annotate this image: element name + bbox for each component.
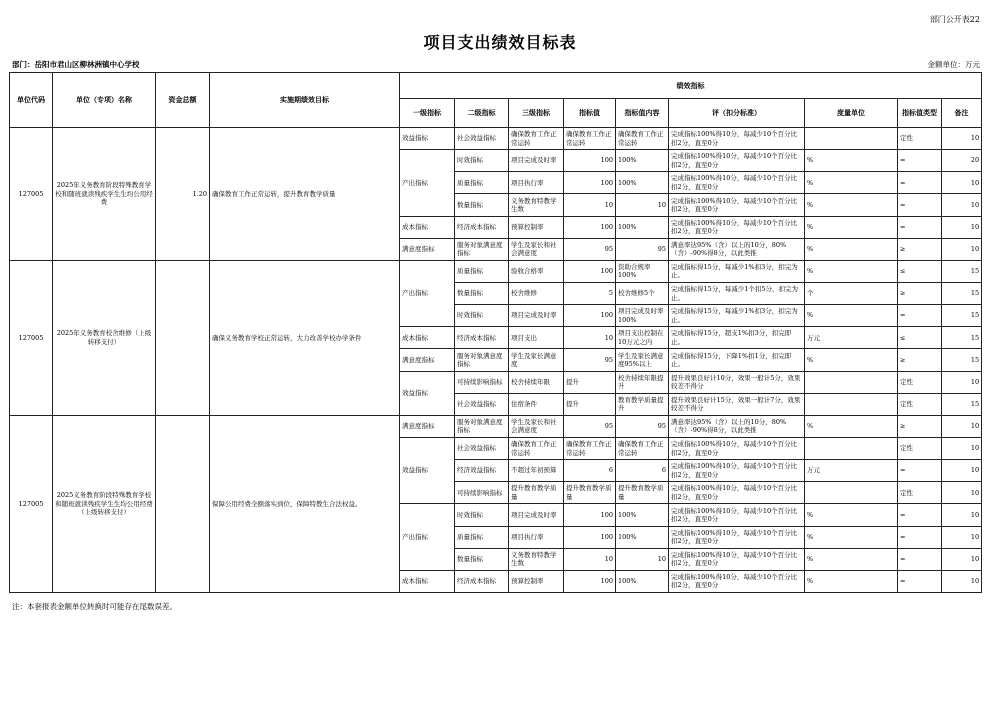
level2-cell: 质量指标 bbox=[455, 172, 509, 194]
content-cell: 10 bbox=[616, 548, 669, 570]
amount-unit-label: 金额单位：万元 bbox=[927, 60, 980, 69]
score-cell: 完成指标100%得10分，每减少10个百分比扣2分，直至0分 bbox=[669, 548, 805, 570]
level2-cell: 数量指标 bbox=[455, 548, 509, 570]
header-level2: 二级指标 bbox=[455, 99, 509, 128]
content-cell: 10 bbox=[616, 194, 669, 216]
header-code: 单位代码 bbox=[10, 73, 53, 128]
level3-cell: 学生及家长和社会满意度 bbox=[509, 238, 564, 260]
measure-cell bbox=[805, 371, 898, 393]
footnote: 注：本套报表金额单位转换时可能存在尾数误差。 bbox=[12, 602, 177, 611]
note-cell: 15 bbox=[942, 349, 982, 371]
score-cell: 完成指标100%得10分，每减少10个百分比扣2分，直至0分 bbox=[669, 526, 805, 548]
level1-cell: 效益指标 bbox=[400, 371, 455, 415]
content-cell: 校舍维修5个 bbox=[616, 282, 669, 304]
fund-total-cell bbox=[156, 415, 210, 592]
level2-cell: 服务对象满意度指标 bbox=[455, 415, 509, 437]
measure-cell: % bbox=[805, 548, 898, 570]
level1-cell: 满意度指标 bbox=[400, 415, 455, 437]
note-cell: 10 bbox=[942, 437, 982, 459]
measure-cell: % bbox=[805, 194, 898, 216]
content-cell: 100% bbox=[616, 150, 669, 172]
department-label: 部门：岳阳市君山区柳林洲镇中心学校 bbox=[12, 60, 140, 69]
measure-cell bbox=[805, 437, 898, 459]
note-cell: 10 bbox=[942, 415, 982, 437]
value-cell: 10 bbox=[564, 327, 616, 349]
level1-cell: 成本指标 bbox=[400, 570, 455, 592]
value-cell: 提升 bbox=[564, 393, 616, 415]
level2-cell: 时效指标 bbox=[455, 305, 509, 327]
header-total: 资金总额 bbox=[156, 73, 210, 128]
note-cell: 10 bbox=[942, 460, 982, 482]
content-cell: 95 bbox=[616, 415, 669, 437]
level3-cell: 预算控制率 bbox=[509, 216, 564, 238]
value-cell: 100 bbox=[564, 172, 616, 194]
level3-cell: 项目完成及时率 bbox=[509, 150, 564, 172]
level1-cell: 满意度指标 bbox=[400, 238, 455, 260]
level2-cell: 经济效益指标 bbox=[455, 460, 509, 482]
header-note: 备注 bbox=[942, 99, 982, 128]
type-cell: = bbox=[898, 194, 942, 216]
value-cell: 10 bbox=[564, 194, 616, 216]
unit-code-cell: 127005 bbox=[10, 415, 53, 592]
type-cell: = bbox=[898, 548, 942, 570]
measure-cell: % bbox=[805, 172, 898, 194]
score-cell: 提升效果良好计15分，效果一般计7分，效果较差不得分 bbox=[669, 393, 805, 415]
measure-cell: % bbox=[805, 150, 898, 172]
type-cell: 定性 bbox=[898, 437, 942, 459]
note-cell: 10 bbox=[942, 548, 982, 570]
score-cell: 完成指标100%得10分，每减少10个百分比扣2分，直至0分 bbox=[669, 216, 805, 238]
type-cell: = bbox=[898, 150, 942, 172]
measure-cell bbox=[805, 482, 898, 504]
note-cell: 10 bbox=[942, 238, 982, 260]
value-cell: 95 bbox=[564, 415, 616, 437]
value-cell: 确保教育工作正常运转 bbox=[564, 437, 616, 459]
level3-cell: 项目完成及时率 bbox=[509, 504, 564, 526]
score-cell: 提升效果良好计10分，效果一般计5分，效果较差不得分 bbox=[669, 371, 805, 393]
score-cell: 完成指标100%得10分，每减少10个百分比扣2分，直至0分 bbox=[669, 172, 805, 194]
level3-cell: 校舍维修 bbox=[509, 282, 564, 304]
type-cell: ≤ bbox=[898, 260, 942, 282]
type-cell: 定性 bbox=[898, 393, 942, 415]
value-cell: 提升 bbox=[564, 371, 616, 393]
measure-cell: % bbox=[805, 504, 898, 526]
level3-cell: 学生及家长满意度 bbox=[509, 349, 564, 371]
score-cell: 完成指标100%得10分，每减少10个百分比扣2分，直至0分 bbox=[669, 150, 805, 172]
table-row bbox=[10, 128, 982, 150]
value-cell: 95 bbox=[564, 349, 616, 371]
level2-cell: 社会效益指标 bbox=[455, 393, 509, 415]
note-cell: 15 bbox=[942, 260, 982, 282]
page-title: 项目支出绩效目标表 bbox=[423, 33, 577, 52]
unit-code-cell: 127005 bbox=[10, 128, 53, 261]
level2-cell: 数量指标 bbox=[455, 282, 509, 304]
content-cell: 100% bbox=[616, 504, 669, 526]
note-cell: 15 bbox=[942, 393, 982, 415]
goal-cell: 保障公用经费全额落实到位，保障特教生合法权益。 bbox=[210, 415, 400, 592]
level3-cell: 验收合格率 bbox=[509, 260, 564, 282]
content-cell: 100% bbox=[616, 172, 669, 194]
score-cell: 满意率达95%（含）以上的10分，80%（含）-90%得8分，以此类推 bbox=[669, 238, 805, 260]
type-cell: 定性 bbox=[898, 482, 942, 504]
header-measure: 度量单位 bbox=[805, 99, 898, 128]
score-cell: 完成指标得15分，每减少1%扣3分，扣完为止。 bbox=[669, 305, 805, 327]
type-cell: = bbox=[898, 172, 942, 194]
score-cell: 完成指标得15分，超支1%扣3分，扣完即止。 bbox=[669, 327, 805, 349]
measure-cell: 万元 bbox=[805, 327, 898, 349]
value-cell: 100 bbox=[564, 150, 616, 172]
score-cell: 完成指标100%得10分，每减少10个百分比扣2分，直至0分 bbox=[669, 128, 805, 150]
type-cell: ≥ bbox=[898, 349, 942, 371]
level2-cell: 经济成本指标 bbox=[455, 570, 509, 592]
note-cell: 10 bbox=[942, 570, 982, 592]
note-cell: 15 bbox=[942, 327, 982, 349]
content-cell: 学生及家长满意度95%以上 bbox=[616, 349, 669, 371]
measure-cell: % bbox=[805, 570, 898, 592]
measure-cell: % bbox=[805, 305, 898, 327]
value-cell: 100 bbox=[564, 216, 616, 238]
score-cell: 完成指标得15分，每减少1个扣5分，扣完为止。 bbox=[669, 282, 805, 304]
type-cell: 定性 bbox=[898, 128, 942, 150]
level2-cell: 经济成本指标 bbox=[455, 327, 509, 349]
content-cell: 100% bbox=[616, 526, 669, 548]
level2-cell: 可持续影响指标 bbox=[455, 371, 509, 393]
type-cell: ≤ bbox=[898, 327, 942, 349]
level1-cell: 效益指标 bbox=[400, 128, 455, 150]
level1-cell: 成本指标 bbox=[400, 216, 455, 238]
type-cell: ≥ bbox=[898, 238, 942, 260]
content-cell: 6 bbox=[616, 460, 669, 482]
measure-cell bbox=[805, 393, 898, 415]
content-cell: 教育教学质量提升 bbox=[616, 393, 669, 415]
measure-cell: 个 bbox=[805, 282, 898, 304]
level2-cell: 服务对象满意度指标 bbox=[455, 349, 509, 371]
header-score: 评（扣分标准） bbox=[669, 99, 805, 128]
score-cell: 完成指标100%得10分，每减少10个百分比扣2分，直至0分 bbox=[669, 504, 805, 526]
measure-cell: % bbox=[805, 238, 898, 260]
level2-cell: 可持续影响指标 bbox=[455, 482, 509, 504]
header-type: 指标值类型 bbox=[898, 99, 942, 128]
content-cell: 100% bbox=[616, 216, 669, 238]
level2-cell: 经济成本指标 bbox=[455, 216, 509, 238]
content-cell: 项目完成及时率100% bbox=[616, 305, 669, 327]
note-cell: 10 bbox=[942, 526, 982, 548]
type-cell: = bbox=[898, 504, 942, 526]
level3-cell: 义务教育特教学生数 bbox=[509, 548, 564, 570]
level2-cell: 数量指标 bbox=[455, 194, 509, 216]
header-level3: 三级指标 bbox=[509, 99, 564, 128]
measure-cell: % bbox=[805, 415, 898, 437]
level2-cell: 社会效益指标 bbox=[455, 437, 509, 459]
value-cell: 100 bbox=[564, 526, 616, 548]
value-cell: 100 bbox=[564, 570, 616, 592]
score-cell: 完成指标100%得10分，每减少10个百分比扣2分，直至0分 bbox=[669, 194, 805, 216]
level1-cell: 成本指标 bbox=[400, 327, 455, 349]
level2-cell: 服务对象满意度指标 bbox=[455, 238, 509, 260]
note-cell: 10 bbox=[942, 216, 982, 238]
value-cell: 100 bbox=[564, 305, 616, 327]
value-cell: 5 bbox=[564, 282, 616, 304]
table-row bbox=[10, 260, 982, 282]
form-tag: 部门公开表22 bbox=[929, 15, 980, 24]
performance-table bbox=[9, 72, 982, 593]
unit-code-cell: 127005 bbox=[10, 260, 53, 415]
score-cell: 完成指标得15分，下降1%扣1分，扣完即止。 bbox=[669, 349, 805, 371]
level3-cell: 义务教育特教学生数 bbox=[509, 194, 564, 216]
table-row bbox=[10, 415, 982, 437]
score-cell: 完成指标100%得10分，每减少10个百分比扣2分，直至0分 bbox=[669, 482, 805, 504]
type-cell: ≥ bbox=[898, 282, 942, 304]
level2-cell: 质量指标 bbox=[455, 260, 509, 282]
value-cell: 10 bbox=[564, 548, 616, 570]
note-cell: 10 bbox=[942, 482, 982, 504]
measure-cell bbox=[805, 128, 898, 150]
header-content: 指标值内容 bbox=[616, 99, 669, 128]
content-cell: 95 bbox=[616, 238, 669, 260]
level3-cell: 项目执行率 bbox=[509, 526, 564, 548]
header-value: 指标值 bbox=[564, 99, 616, 128]
level3-cell: 校舍持续年限 bbox=[509, 371, 564, 393]
project-name-cell: 2025年义务教育校舍维修（上级转移支付） bbox=[53, 260, 156, 415]
content-cell: 确保教育工作正常运转 bbox=[616, 437, 669, 459]
type-cell: = bbox=[898, 305, 942, 327]
value-cell: 6 bbox=[564, 460, 616, 482]
note-cell: 15 bbox=[942, 305, 982, 327]
note-cell: 10 bbox=[942, 504, 982, 526]
level1-cell: 产出指标 bbox=[400, 504, 455, 570]
level3-cell: 提升教育教学质量 bbox=[509, 482, 564, 504]
measure-cell: 万元 bbox=[805, 460, 898, 482]
value-cell: 提升教育教学质量 bbox=[564, 482, 616, 504]
score-cell: 完成指标100%得10分，每减少10个百分比扣2分，直至0分 bbox=[669, 570, 805, 592]
header-name: 单位（专项）名称 bbox=[53, 73, 156, 128]
level2-cell: 时效指标 bbox=[455, 504, 509, 526]
note-cell: 10 bbox=[942, 371, 982, 393]
level3-cell: 学生及家长和社会满意度 bbox=[509, 415, 564, 437]
value-cell: 100 bbox=[564, 504, 616, 526]
content-cell: 校舍持续年限提升 bbox=[616, 371, 669, 393]
fund-total-cell bbox=[156, 260, 210, 415]
header-goal: 实施期绩效目标 bbox=[210, 73, 400, 128]
type-cell: 定性 bbox=[898, 371, 942, 393]
value-cell: 确保教育工作正常运转 bbox=[564, 128, 616, 150]
score-cell: 完成指标得15分，每减少1%扣3分，扣完为止。 bbox=[669, 260, 805, 282]
type-cell: = bbox=[898, 216, 942, 238]
level1-cell: 产出指标 bbox=[400, 260, 455, 326]
level3-cell: 不超过年初预算 bbox=[509, 460, 564, 482]
level1-cell: 产出指标 bbox=[400, 150, 455, 216]
note-cell: 10 bbox=[942, 172, 982, 194]
fund-total-cell: 1.20 bbox=[156, 128, 210, 261]
content-cell: 100% bbox=[616, 570, 669, 592]
level3-cell: 项目执行率 bbox=[509, 172, 564, 194]
measure-cell: % bbox=[805, 260, 898, 282]
project-name-cell: 2025年义务教育阶段特殊教育学校和随班就读残疾学生生均公用经费 bbox=[53, 128, 156, 261]
measure-cell: % bbox=[805, 216, 898, 238]
type-cell: = bbox=[898, 526, 942, 548]
goal-cell: 确保义务教育学校正常运转，大力改善学校办学条件 bbox=[210, 260, 400, 415]
goal-cell: 确保教育工作正常运转，提升教育教学质量 bbox=[210, 128, 400, 261]
measure-cell: % bbox=[805, 526, 898, 548]
level3-cell: 确保教育工作正常运转 bbox=[509, 437, 564, 459]
note-cell: 20 bbox=[942, 150, 982, 172]
content-cell: 确保教育工作正常运转 bbox=[616, 128, 669, 150]
note-cell: 15 bbox=[942, 282, 982, 304]
content-cell: 提升教育教学质量 bbox=[616, 482, 669, 504]
level2-cell: 时效指标 bbox=[455, 150, 509, 172]
level3-cell: 项目支出 bbox=[509, 327, 564, 349]
type-cell: = bbox=[898, 460, 942, 482]
project-name-cell: 2025义务教育阶段特殊教育学校和随班就读残疾学生生均公用经费（上级转移支付） bbox=[53, 415, 156, 592]
level3-cell: 住宿条件 bbox=[509, 393, 564, 415]
value-cell: 100 bbox=[564, 260, 616, 282]
score-cell: 满意率达95%（含）以上的10分，80%（含）-90%得8分，以此类推 bbox=[669, 415, 805, 437]
level2-cell: 社会效益指标 bbox=[455, 128, 509, 150]
level3-cell: 确保教育工作正常运转 bbox=[509, 128, 564, 150]
type-cell: ≥ bbox=[898, 415, 942, 437]
level3-cell: 预算控制率 bbox=[509, 570, 564, 592]
note-cell: 10 bbox=[942, 194, 982, 216]
level1-cell: 满意度指标 bbox=[400, 349, 455, 371]
level3-cell: 项目完成及时率 bbox=[509, 305, 564, 327]
header-level1: 一级指标 bbox=[400, 99, 455, 128]
content-cell: 项目支出控制在10万元之内 bbox=[616, 327, 669, 349]
score-cell: 完成指标100%得10分，每减少10个百分比扣2分，直至0分 bbox=[669, 437, 805, 459]
header-indicators: 绩效指标 bbox=[400, 73, 982, 99]
value-cell: 95 bbox=[564, 238, 616, 260]
type-cell: = bbox=[898, 570, 942, 592]
measure-cell: % bbox=[805, 349, 898, 371]
level2-cell: 质量指标 bbox=[455, 526, 509, 548]
content-cell: 资助合规率100% bbox=[616, 260, 669, 282]
note-cell: 10 bbox=[942, 128, 982, 150]
level1-cell: 效益指标 bbox=[400, 437, 455, 503]
score-cell: 完成指标100%得10分，每减少10个百分比扣2分，直至0分 bbox=[669, 460, 805, 482]
